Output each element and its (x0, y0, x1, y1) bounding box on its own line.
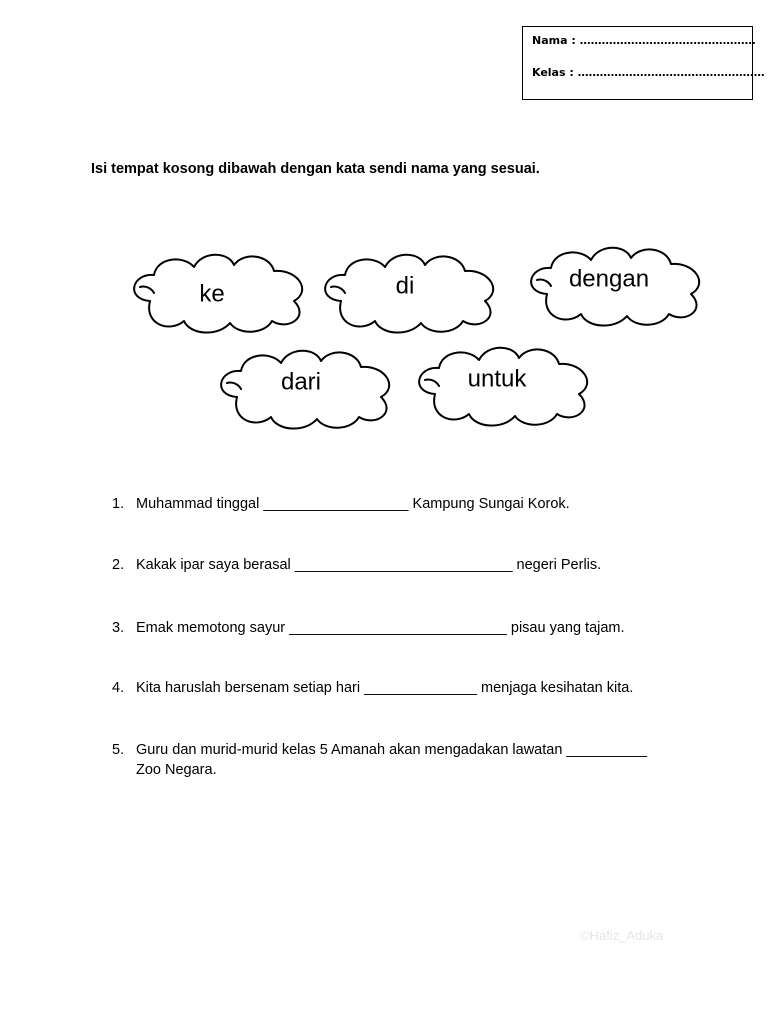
question-text-continuation: Zoo Negara. (136, 762, 217, 778)
question-text[interactable]: Muhammad tinggal __________________ Kampung Sungai Korok. (136, 496, 570, 512)
word-cloud-untuk (419, 348, 587, 426)
class-field-label[interactable]: Kelas : …………………………………………… (532, 66, 765, 79)
question-item (112, 555, 601, 575)
question-item (112, 678, 633, 698)
word-di: di (395, 272, 415, 300)
watermark: ©Hafiz_Aduka (580, 928, 664, 943)
word-cloud-di (325, 255, 493, 333)
question-number: 4. (112, 680, 125, 696)
instruction-text: Isi tempat kosong dibawah dengan kata sendi nama yang sesuai. (91, 161, 540, 177)
word-ke: ke (199, 280, 225, 308)
word-untuk: untuk (467, 365, 527, 393)
question-item (112, 740, 647, 780)
name-field-label[interactable]: Nama : ………………………………………… (532, 34, 756, 47)
word-dengan: dengan (568, 265, 650, 293)
question-number: 2. (112, 557, 125, 573)
question-number: 3. (112, 620, 125, 636)
word-cloud-dengan (531, 248, 699, 326)
question-item (112, 618, 625, 638)
question-text[interactable]: Guru dan murid-murid kelas 5 Amanah akan mengadakan lawatan __________ (136, 742, 648, 758)
question-number: 5. (112, 742, 125, 758)
question-number: 1. (112, 496, 125, 512)
question-text[interactable]: Emak memotong sayur ___________________________ pisau yang tajam. (136, 620, 625, 636)
word-cloud-dari (221, 351, 389, 429)
question-text[interactable]: Kita haruslah bersenam setiap hari ______________ menjaga kesihatan kita. (136, 680, 634, 696)
word-cloud-ke (134, 255, 302, 333)
word-dari: dari (280, 368, 322, 396)
question-text[interactable]: Kakak ipar saya berasal ___________________________ negeri Perlis. (136, 557, 602, 573)
question-item (112, 494, 570, 514)
